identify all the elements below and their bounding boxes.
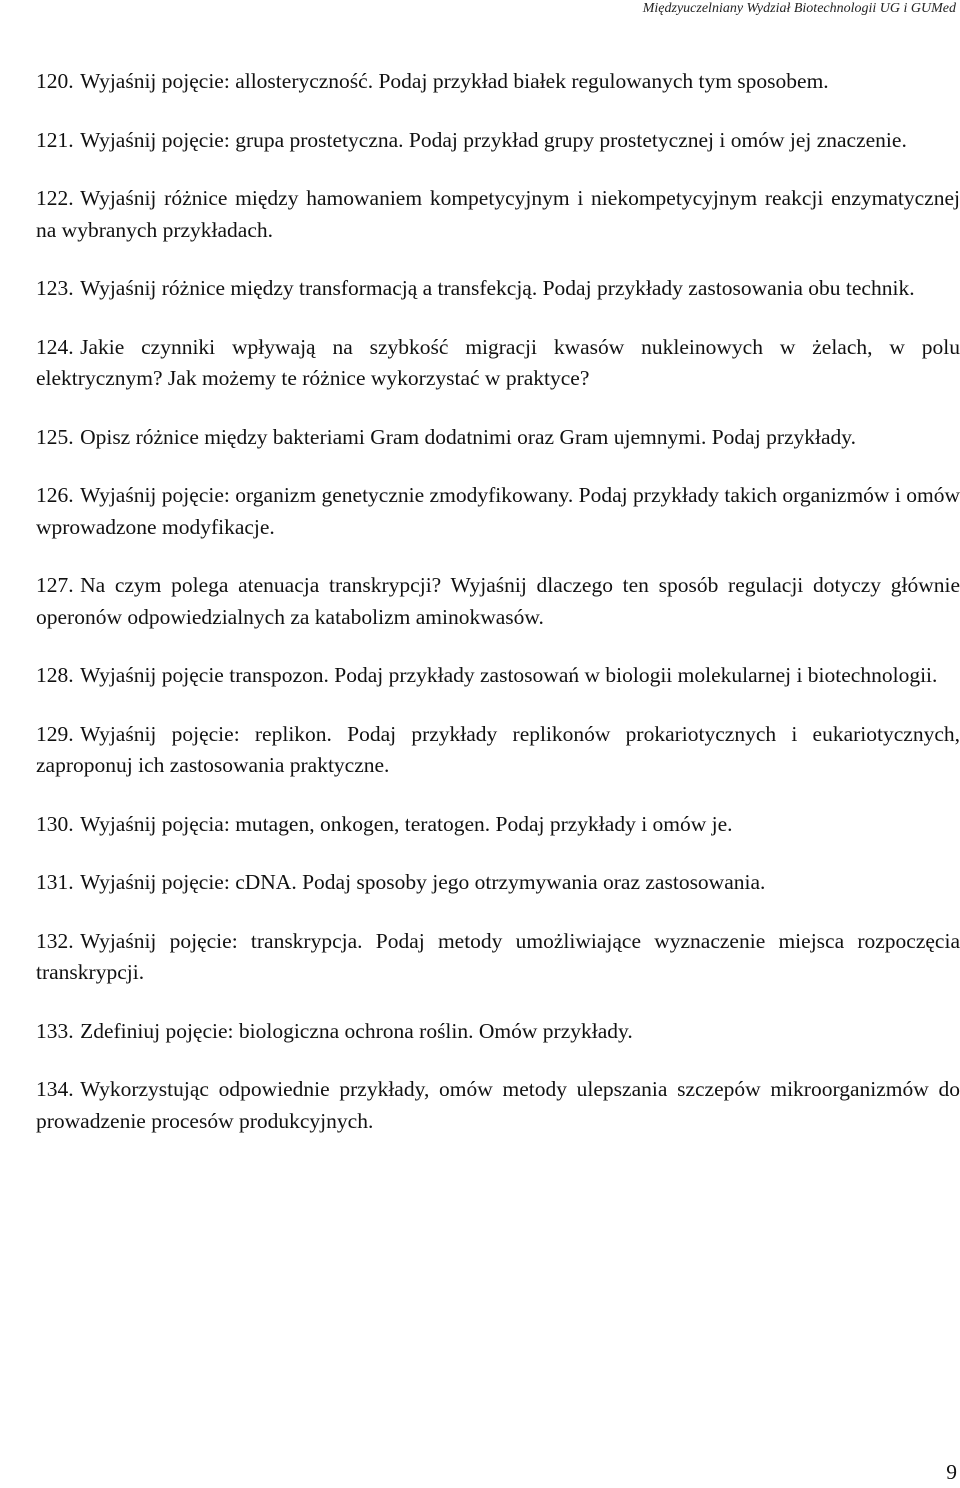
question-item (36, 809, 960, 841)
question-item (36, 719, 960, 782)
question-number: 129. (36, 721, 74, 746)
question-item (36, 422, 960, 454)
question-item (36, 660, 960, 692)
question-text: Wyjaśnij pojęcie: cDNA. Podaj sposoby jego otrzymywania oraz zastosowania. (80, 870, 766, 894)
question-item (36, 570, 960, 633)
question-item (36, 332, 960, 395)
question-number: 130. (36, 811, 74, 836)
question-number: 132. (36, 928, 74, 953)
question-item (36, 273, 960, 305)
question-number: 131. (36, 870, 74, 894)
question-text: Wyjaśnij pojęcie: allosteryczność. Podaj przykład białek regulowanych tym sposobem. (80, 69, 829, 93)
question-text: Wyjaśnij pojęcie: grupa prostetyczna. Podaj przykład grupy prostetycznej i omów jej znaczenie. (80, 127, 907, 152)
question-item (36, 125, 960, 157)
question-item (36, 183, 960, 246)
question-number: 128. (36, 663, 74, 687)
question-text: Wyjaśnij pojęcie: transkrypcja. Podaj metody umożliwiające wyznaczenie miejsca rozpoczęcia transkrypcji. (36, 928, 960, 984)
question-item (36, 66, 960, 98)
question-item (36, 480, 960, 543)
question-number: 124. (36, 334, 74, 359)
question-item (36, 926, 960, 989)
question-number: 122. (36, 186, 74, 210)
question-text: Wykorzystując odpowiednie przykłady, omów metody ulepszania szczepów mikroorganizmów do prowadzenie procesów produkcyjnych. (36, 1077, 960, 1133)
question-text: Zdefiniuj pojęcie: biologiczna ochrona roślin. Omów przykłady. (80, 1018, 633, 1043)
question-text: Wyjaśnij pojęcie: replikon. Podaj przykłady replikonów prokariotycznych i eukariotycznych, zaproponuj ich zastosowania praktyczne. (36, 721, 960, 777)
question-text: Wyjaśnij pojęcie: organizm genetycznie zmodyfikowany. Podaj przykłady takich organizmów i omów wprowadzone modyfikacje. (36, 483, 960, 539)
question-text: Wyjaśnij różnice między transformacją a transfekcją. Podaj przykłady zastosowania obu technik. (80, 276, 915, 300)
question-item (36, 1016, 960, 1048)
question-list (36, 66, 960, 1164)
question-number: 120. (36, 69, 74, 93)
question-number: 133. (36, 1018, 74, 1043)
question-number: 126. (36, 483, 74, 507)
question-number: 127. (36, 573, 74, 597)
question-text: Wyjaśnij różnice między hamowaniem kompetycyjnym i niekompetycyjnym reakcji enzymatycznej na wybranych przykładach. (36, 186, 960, 242)
question-text: Jakie czynniki wpływają na szybkość migracji kwasów nukleinowych w żelach, w polu elektrycznym? Jak możemy te różnice wykorzystać w praktyce? (36, 334, 960, 390)
question-item (36, 1074, 960, 1137)
question-item (36, 867, 960, 899)
question-text: Wyjaśnij pojęcie transpozon. Podaj przykłady zastosowań w biologii molekularnej i biotechnologii. (80, 663, 938, 687)
question-text: Opisz różnice między bakteriami Gram dodatnimi oraz Gram ujemnymi. Podaj przykłady. (80, 424, 857, 449)
question-text: Na czym polega atenuacja transkrypcji? Wyjaśnij dlaczego ten sposób regulacji dotyczy głównie operonów odpowiedzialnych za katabolizm aminokwasów. (36, 573, 960, 629)
question-number: 125. (36, 424, 74, 449)
question-number: 121. (36, 127, 74, 152)
question-number: 134. (36, 1077, 74, 1101)
page-number: 9 (946, 1460, 957, 1484)
question-text: Wyjaśnij pojęcia: mutagen, onkogen, teratogen. Podaj przykłady i omów je. (80, 811, 733, 836)
question-number: 123. (36, 276, 74, 300)
page-header: Międzyuczelniany Wydział Biotechnologii UG i GUMed (642, 1, 956, 16)
